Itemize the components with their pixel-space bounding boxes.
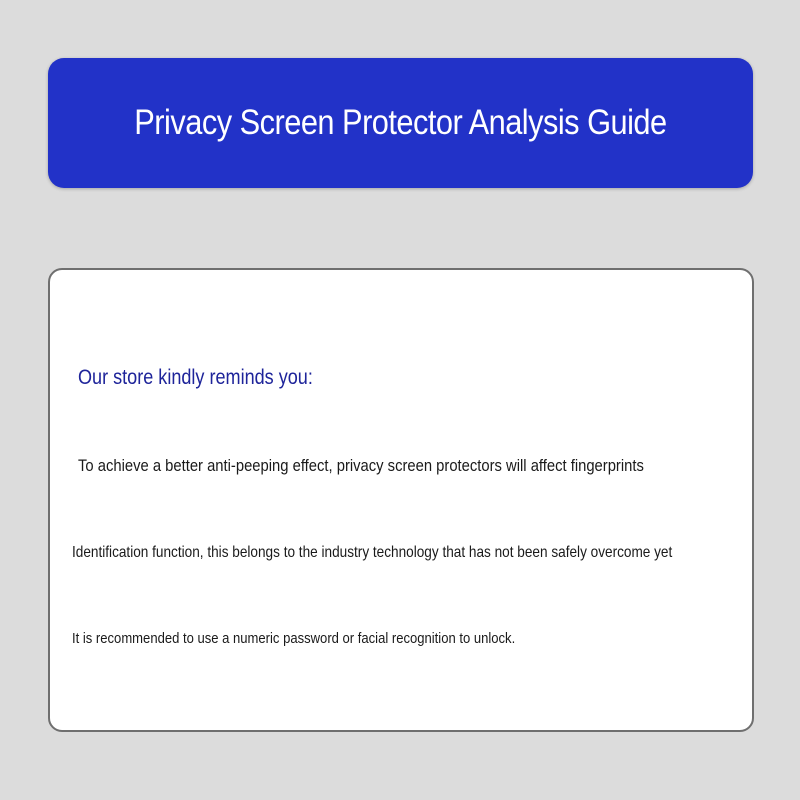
notice-line-fingerprint: To achieve a better anti-peeping effect, privacy screen protectors will affect fingerprints	[78, 456, 644, 475]
notice-heading: Our store kindly reminds you:	[78, 366, 313, 389]
notice-line-recommendation: It is recommended to use a numeric password or facial recognition to unlock.	[72, 630, 516, 647]
notice-card	[48, 268, 754, 732]
title-banner	[48, 58, 753, 188]
notice-line-identification: Identification function, this belongs to the industry technology that has not been safely overcome yet	[72, 544, 673, 561]
page-title: Privacy Screen Protector Analysis Guide	[134, 103, 667, 142]
